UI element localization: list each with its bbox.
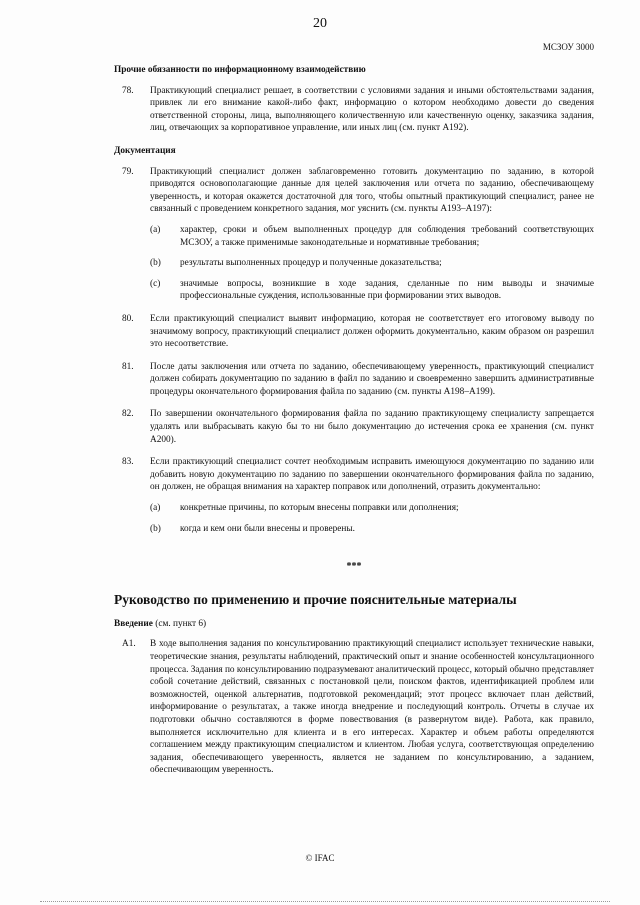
paragraph-82: [114, 408, 594, 446]
page-number: 20: [313, 16, 327, 31]
introduction-label: Введение: [114, 618, 153, 629]
paragraph-80: [114, 313, 594, 351]
paragraph-text: Практикующий специалист решает, в соответствии с условиями задания и иными обстоятельствами задания, привлек ли его внимание какой-либо факт, информацию о котором необходимо довести до сведения ответственной стороны, лица, выполняющего количественную или качественную оценку, заказчика задания, лиц, отвечающих за корпоративное управление, или иных лиц (см. пункт А192).: [150, 85, 594, 134]
sub-item-text: конкретные причины, по которым внесены поправки или дополнения;: [180, 503, 459, 514]
introduction-title: [114, 618, 594, 631]
paragraph-a1: [114, 638, 594, 777]
scan-edge-line: [40, 901, 610, 902]
sub-item-letter: (c): [150, 278, 161, 289]
sub-item-b: [150, 257, 594, 270]
section-title-documentation: Документация: [114, 145, 176, 156]
paragraph-number: 78.: [122, 85, 134, 96]
sub-item-letter: (b): [150, 258, 161, 269]
sub-item-text: когда и кем они были внесены и проверены.: [180, 523, 355, 534]
paragraph-text: После даты заключения или отчета по заданию, обеспечивающему уверенность, практикующий специалист должен собирать документацию по заданию в файл по заданию и своевременно завершить административные процедуры окончательного формирования файла по заданию (см. пункты А198–А199).: [150, 361, 594, 397]
page-content: [114, 64, 594, 787]
section-title-info-interaction: Прочие обязанности по информационному взаимодействию: [114, 65, 366, 75]
copyright-footer: © IFAC: [305, 853, 335, 863]
sub-item-letter: (a): [150, 503, 161, 514]
sub-item-c: [150, 278, 594, 303]
paragraph-number: 81.: [122, 361, 134, 372]
paragraph-number: 82.: [122, 409, 134, 420]
sub-item-text: характер, сроки и объем выполненных процедур для соблюдения требований соответствующих МСЗОУ, а также применимые законодательные и нормативные требования;: [180, 224, 594, 248]
paragraph-number: 80.: [122, 313, 134, 324]
paragraph-83: [114, 456, 594, 535]
paragraph-text: В ходе выполнения задания по консультированию практикующий специалист использует технические навыки, теоретические знания, результаты наблюдений, практический опыт и знание особенностей консультационного процесса. Задания по консультированию подразумевают аналитический процесс, который обычно представляет собой сочетание действий, связанных с постановкой цели, поиском фактов, идентификацией проблем или возможностей, оценкой альтернатив, подготовкой рекомендаций; этот процесс включает план действий, информирование о результатах, а также иногда внедрение и последующий контроль. Отчеты в случае их подготовки обычно составляются в форме повествования (в развернутом виде). Работа, как правило, выполняется исключительно для клиента и в его интересах. Характер и объем работы определяются соглашением между практикующим специалистом и клиентом. Любая услуга, соответствующая определению задания, обеспечивающего уверенность, является не заданием по консультированию, а заданием, обеспечивающим уверенность.: [150, 639, 594, 776]
paragraph-number: А1.: [122, 639, 136, 650]
section-separator: ***: [346, 561, 362, 573]
sub-item-text: значимые вопросы, возникшие в ходе задания, сделанные по ним выводы и значимые профессиональные суждения, использованные при формировании этих выводов.: [180, 278, 594, 302]
sub-item-b: [150, 523, 594, 536]
sub-item-letter: (b): [150, 523, 161, 534]
paragraph-text: По завершении окончательного формирования файла по заданию практикующему специалисту запрещается удалять или выбрасывать какую бы то ни было документацию до истечения срока ее хранения (см. пункт А200).: [150, 409, 594, 445]
paragraph-text: Если практикующий специалист выявит информацию, которая не соответствует его итоговому выводу по значимому вопросу, практикующий специалист должен оформить документально, каким образом он разрешил это несоответствие.: [150, 313, 594, 350]
paragraph-78: [114, 85, 594, 135]
paragraph-number: 79.: [122, 166, 134, 177]
sub-item-text: результаты выполненных процедур и полученные доказательства;: [180, 258, 442, 269]
paragraph-text: Если практикующий специалист сочтет необходимым исправить имеющуюся документацию по заданию или добавить новую документацию по заданию по завершении окончательного формирования файла по заданию, он должен, не обращая внимания на характер поправок или дополнений, отразить документально:: [150, 457, 594, 493]
sub-item-letter: (a): [150, 224, 161, 235]
sub-item-a: [150, 502, 594, 515]
paragraph-79: [114, 166, 594, 303]
paragraph-81: [114, 361, 594, 399]
paragraph-text: Практикующий специалист должен заблаговременно готовить документацию по заданию, в которой приводятся основополагающие данные для целей заключения или отчета по заданию, обеспечивающему уверенность, и которая окажется достаточной для того, чтобы опытный практикующий специалист, ранее не связанный с проведением конкретного задания, мог уяснить (см. пункты А193–А197):: [150, 166, 594, 215]
introduction-reference: (см. пункт 6): [155, 618, 207, 629]
paragraph-number: 83.: [122, 457, 134, 468]
standard-code: МСЗОУ 3000: [542, 42, 594, 52]
sub-item-a: [150, 224, 594, 249]
guidance-heading: Руководство по применению и прочие пояснительные материалы: [114, 591, 517, 607]
